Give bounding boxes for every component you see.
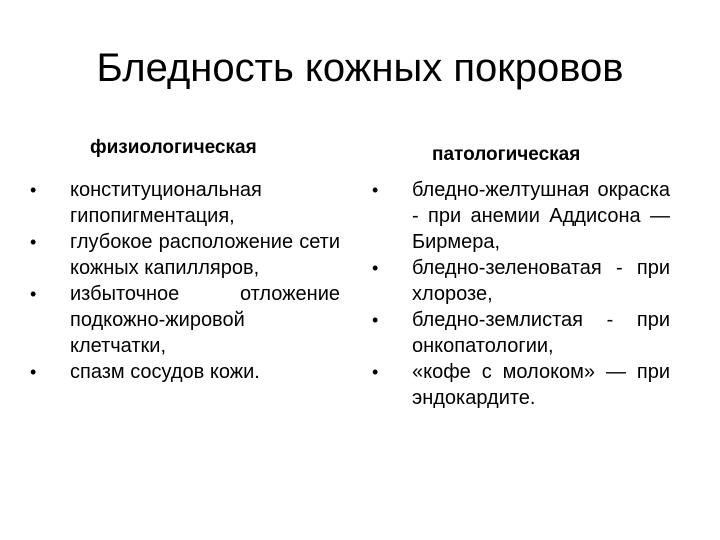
list-item (30, 229, 340, 281)
list-item-text: спазм сосудов кожи. (70, 361, 260, 383)
list-item (372, 255, 670, 307)
bullet-icon: • (30, 362, 37, 382)
bullet-icon: • (372, 310, 379, 330)
list-item (30, 281, 340, 359)
list-item-text: бледно-зеленоватая - при хлорозе, (412, 257, 670, 305)
bullet-icon: • (30, 232, 37, 252)
list-item-text: бледно-землистая - при онкопатологии, (412, 309, 670, 357)
list-item-text: бледно-желтушная окраска - при анемии Аддисона — Бирмера, (412, 179, 670, 253)
left-bullet-list (30, 177, 340, 385)
right-bullet-list (372, 177, 670, 411)
list-item (372, 359, 670, 411)
list-item-text: «кофе с молоком» — при эндокардите. (412, 361, 670, 409)
list-item (30, 177, 340, 229)
list-item (372, 307, 670, 359)
bullet-icon: • (372, 180, 379, 200)
slide-title: Бледность кожных покровов (96, 46, 624, 90)
list-item-text: избыточное отложение подкожно-жировой клетчатки, (70, 283, 340, 357)
list-item (372, 177, 670, 255)
bullet-icon: • (30, 284, 37, 304)
right-column-heading: патологическая (432, 144, 581, 165)
list-item-text: глубокое расположение сети кожных капилляров, (70, 231, 340, 279)
list-item (30, 359, 340, 385)
list-item-text: конституциональная гипопигментация, (70, 179, 262, 227)
left-column-heading: физиологическая (90, 137, 257, 158)
bullet-icon: • (30, 180, 37, 200)
bullet-icon: • (372, 258, 379, 278)
bullet-icon: • (372, 362, 379, 382)
